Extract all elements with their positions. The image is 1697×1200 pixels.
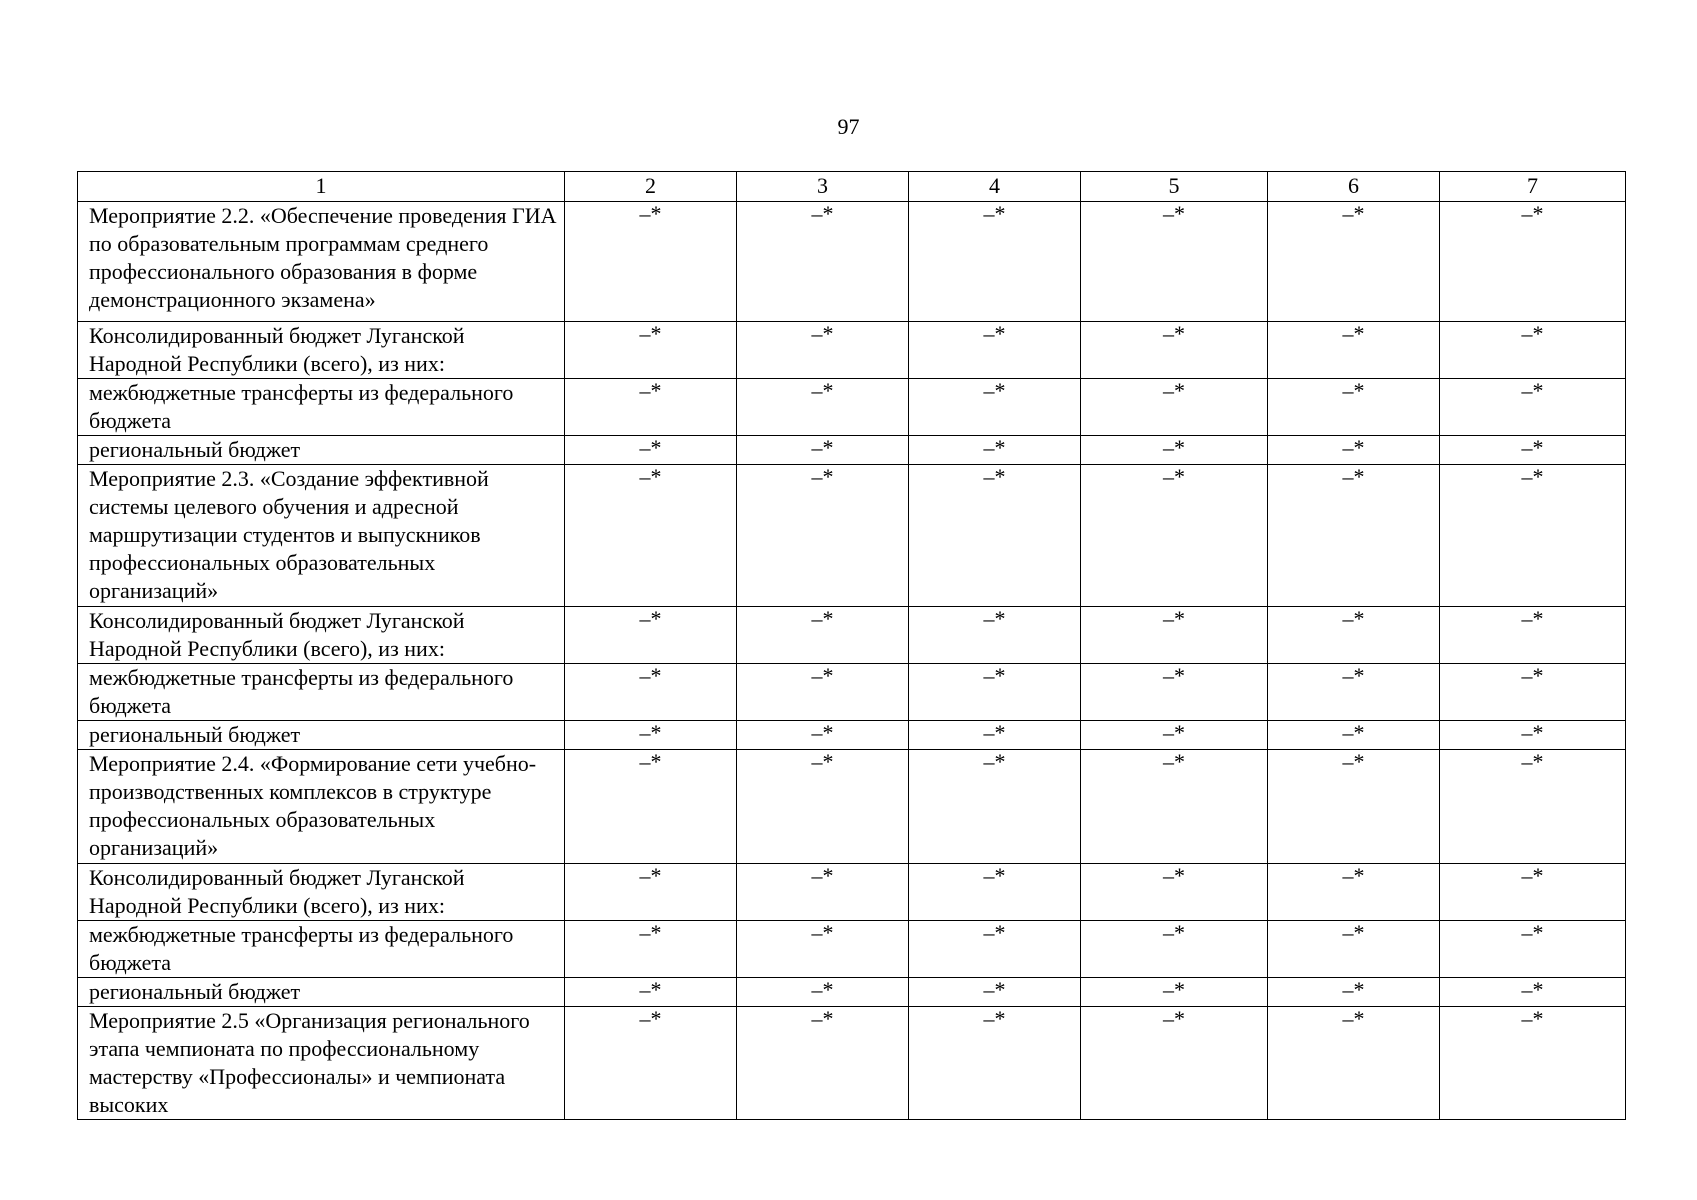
cell-value: –* bbox=[1268, 664, 1440, 721]
row-label: Мероприятие 2.3. «Создание эффективной системы целевого обучения и адресной маршрутизации студентов и выпускников профессиональных образовательных организаций» bbox=[78, 465, 565, 607]
cell-value: –* bbox=[565, 436, 737, 465]
cell-value: –* bbox=[1268, 864, 1440, 921]
cell-value: –* bbox=[1268, 436, 1440, 465]
cell-value: –* bbox=[1268, 465, 1440, 607]
cell-value: –* bbox=[1268, 379, 1440, 436]
row-label: Консолидированный бюджет Луганской Народной Республики (всего), из них: bbox=[78, 607, 565, 664]
row-label: региональный бюджет bbox=[78, 436, 565, 465]
table-row bbox=[78, 1007, 1626, 1120]
cell-value: –* bbox=[1268, 721, 1440, 750]
cell-value: –* bbox=[1440, 465, 1626, 607]
cell-value: –* bbox=[565, 864, 737, 921]
column-header: 4 bbox=[909, 172, 1081, 202]
column-header: 5 bbox=[1081, 172, 1268, 202]
column-header: 2 bbox=[565, 172, 737, 202]
cell-value: –* bbox=[737, 921, 909, 978]
table-row bbox=[78, 721, 1626, 750]
cell-value: –* bbox=[1081, 750, 1268, 864]
row-label: Консолидированный бюджет Луганской Народной Республики (всего), из них: bbox=[78, 864, 565, 921]
cell-value: –* bbox=[1440, 864, 1626, 921]
cell-value: –* bbox=[1440, 322, 1626, 379]
row-label: Мероприятие 2.4. «Формирование сети учебно-производственных комплексов в структуре профессиональных образовательных организаций» bbox=[78, 750, 565, 864]
table-row bbox=[78, 322, 1626, 379]
cell-value: –* bbox=[909, 864, 1081, 921]
table-row bbox=[78, 436, 1626, 465]
cell-value: –* bbox=[909, 721, 1081, 750]
table-row bbox=[78, 664, 1626, 721]
cell-value: –* bbox=[737, 379, 909, 436]
row-label: межбюджетные трансферты из федерального бюджета bbox=[78, 664, 565, 721]
cell-value: –* bbox=[1081, 1007, 1268, 1120]
column-header: 6 bbox=[1268, 172, 1440, 202]
cell-value: –* bbox=[1081, 379, 1268, 436]
cell-value: –* bbox=[737, 1007, 909, 1120]
cell-value: –* bbox=[1268, 1007, 1440, 1120]
cell-value: –* bbox=[1268, 202, 1440, 322]
cell-value: –* bbox=[737, 978, 909, 1007]
row-label: межбюджетные трансферты из федерального бюджета bbox=[78, 921, 565, 978]
table-header-row bbox=[78, 172, 1626, 202]
cell-value: –* bbox=[909, 465, 1081, 607]
cell-value: –* bbox=[737, 750, 909, 864]
cell-value: –* bbox=[909, 664, 1081, 721]
cell-value: –* bbox=[565, 750, 737, 864]
cell-value: –* bbox=[1440, 1007, 1626, 1120]
cell-value: –* bbox=[737, 607, 909, 664]
table-row bbox=[78, 202, 1626, 322]
cell-value: –* bbox=[909, 607, 1081, 664]
cell-value: –* bbox=[1081, 864, 1268, 921]
cell-value: –* bbox=[909, 202, 1081, 322]
cell-value: –* bbox=[565, 921, 737, 978]
cell-value: –* bbox=[909, 750, 1081, 864]
cell-value: –* bbox=[1081, 978, 1268, 1007]
row-label: межбюджетные трансферты из федерального бюджета bbox=[78, 379, 565, 436]
cell-value: –* bbox=[1081, 607, 1268, 664]
cell-value: –* bbox=[1268, 921, 1440, 978]
cell-value: –* bbox=[1440, 750, 1626, 864]
row-label: региональный бюджет bbox=[78, 978, 565, 1007]
row-label: Мероприятие 2.5 «Организация регионального этапа чемпионата по профессиональному мастерству «Профессионалы» и чемпионата высоких bbox=[78, 1007, 565, 1120]
cell-value: –* bbox=[1081, 436, 1268, 465]
cell-value: –* bbox=[909, 978, 1081, 1007]
budget-table bbox=[77, 171, 1626, 1120]
cell-value: –* bbox=[565, 465, 737, 607]
cell-value: –* bbox=[1081, 721, 1268, 750]
row-label: Консолидированный бюджет Луганской Народной Республики (всего), из них: bbox=[78, 322, 565, 379]
cell-value: –* bbox=[1081, 465, 1268, 607]
cell-value: –* bbox=[1440, 921, 1626, 978]
cell-value: –* bbox=[1440, 379, 1626, 436]
cell-value: –* bbox=[1440, 607, 1626, 664]
row-label: региональный бюджет bbox=[78, 721, 565, 750]
cell-value: –* bbox=[737, 436, 909, 465]
cell-value: –* bbox=[1268, 978, 1440, 1007]
cell-value: –* bbox=[1440, 202, 1626, 322]
cell-value: –* bbox=[737, 721, 909, 750]
cell-value: –* bbox=[1081, 322, 1268, 379]
table-row bbox=[78, 921, 1626, 978]
cell-value: –* bbox=[1081, 202, 1268, 322]
cell-value: –* bbox=[565, 978, 737, 1007]
cell-value: –* bbox=[737, 664, 909, 721]
cell-value: –* bbox=[909, 921, 1081, 978]
cell-value: –* bbox=[565, 721, 737, 750]
cell-value: –* bbox=[1268, 322, 1440, 379]
cell-value: –* bbox=[1081, 921, 1268, 978]
cell-value: –* bbox=[737, 322, 909, 379]
cell-value: –* bbox=[1081, 664, 1268, 721]
cell-value: –* bbox=[565, 202, 737, 322]
cell-value: –* bbox=[737, 864, 909, 921]
cell-value: –* bbox=[1440, 978, 1626, 1007]
cell-value: –* bbox=[737, 202, 909, 322]
table-row bbox=[78, 465, 1626, 607]
cell-value: –* bbox=[565, 379, 737, 436]
cell-value: –* bbox=[1268, 750, 1440, 864]
table-row bbox=[78, 750, 1626, 864]
cell-value: –* bbox=[909, 1007, 1081, 1120]
cell-value: –* bbox=[909, 379, 1081, 436]
cell-value: –* bbox=[565, 664, 737, 721]
row-label: Мероприятие 2.2. «Обеспечение проведения ГИА по образовательным программам среднего профессионального образования в форме демонстрационного экзамена» bbox=[78, 202, 565, 322]
column-header: 3 bbox=[737, 172, 909, 202]
cell-value: –* bbox=[565, 1007, 737, 1120]
cell-value: –* bbox=[909, 322, 1081, 379]
cell-value: –* bbox=[909, 436, 1081, 465]
table-row bbox=[78, 978, 1626, 1007]
cell-value: –* bbox=[1268, 607, 1440, 664]
table-row bbox=[78, 864, 1626, 921]
cell-value: –* bbox=[565, 607, 737, 664]
column-header: 1 bbox=[78, 172, 565, 202]
cell-value: –* bbox=[737, 465, 909, 607]
column-header: 7 bbox=[1440, 172, 1626, 202]
page-number: 97 bbox=[837, 114, 860, 139]
cell-value: –* bbox=[1440, 721, 1626, 750]
cell-value: –* bbox=[1440, 664, 1626, 721]
table-row bbox=[78, 607, 1626, 664]
cell-value: –* bbox=[1440, 436, 1626, 465]
table-row bbox=[78, 379, 1626, 436]
cell-value: –* bbox=[565, 322, 737, 379]
